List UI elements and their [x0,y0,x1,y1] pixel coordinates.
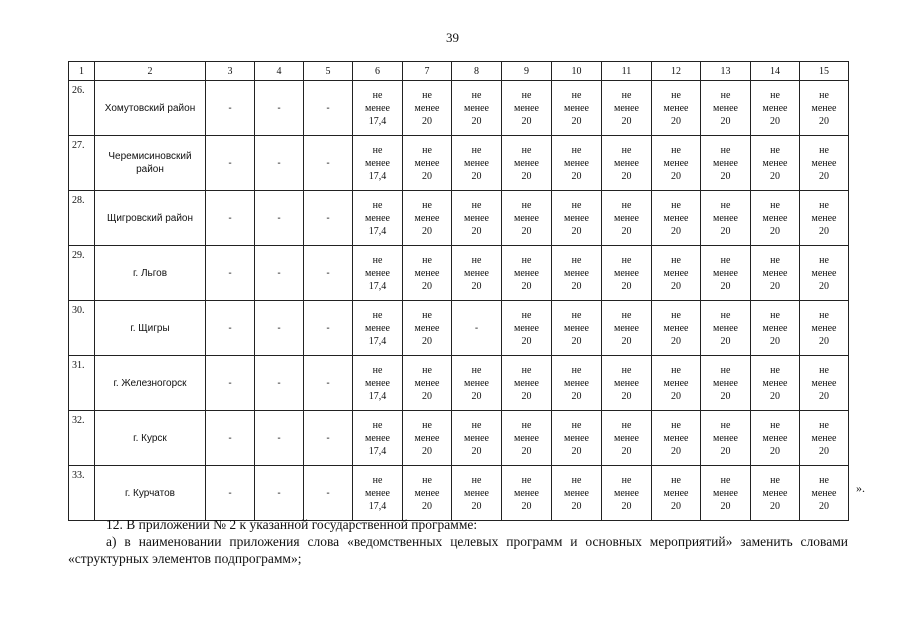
table-cell [751,466,800,521]
table-cell [652,191,701,246]
cell-value: не менее 20 [663,144,689,182]
table-cell [502,466,552,521]
cell-value: - [228,487,232,499]
table-cell [552,356,602,411]
header-cell: 5 [304,62,353,81]
cell-value: - [326,102,330,114]
table-cell [353,356,403,411]
table-cell [206,191,255,246]
cell-value: не менее 20 [614,364,639,402]
table-cell [652,466,701,521]
cell-value: не менее 20 [564,144,589,182]
row-number: 27. [69,136,95,191]
cell-value: не менее 20 [564,89,589,127]
cell-value: не менее 20 [614,474,639,512]
row-number: 26. [69,81,95,136]
table-cell [403,301,452,356]
table-cell [602,136,652,191]
table-cell [304,466,353,521]
cell-value: не менее 20 [414,89,440,127]
cell-value: не менее 20 [663,254,689,292]
cell-value: не менее 20 [564,309,589,347]
cell-value: не менее 20 [414,474,440,512]
row-number: 31. [69,356,95,411]
table-cell [800,81,849,136]
cell-value: не менее 20 [514,144,539,182]
cell-value: не менее 20 [811,199,837,237]
table-row [69,191,849,246]
table-cell [602,356,652,411]
table-cell [701,81,751,136]
row-district-name: г. Железногорск [95,356,206,411]
table-cell [701,356,751,411]
table-cell [304,136,353,191]
cell-value: не менее 20 [464,364,489,402]
cell-value: не менее 20 [811,309,837,347]
cell-value: не менее 20 [514,254,539,292]
cell-value: не менее 20 [464,254,489,292]
cell-value: - [277,322,281,334]
table-row [69,136,849,191]
cell-value: - [277,432,281,444]
table-cell [800,191,849,246]
header-cell: 4 [255,62,304,81]
table-cell [452,136,502,191]
table-cell [552,191,602,246]
header-cell: 2 [95,62,206,81]
table-cell [452,191,502,246]
cell-value: не менее 20 [762,364,788,402]
cell-value: - [326,157,330,169]
cell-value: не менее 20 [514,474,539,512]
row-district-name: Хомутовский район [95,81,206,136]
table-cell [452,466,502,521]
table-cell [800,466,849,521]
cell-value: не менее 20 [663,309,689,347]
cell-value: не менее 20 [713,199,738,237]
header-cell: 1 [69,62,95,81]
table-row [69,466,849,521]
table-cell [403,356,452,411]
page-number: 39 [446,30,459,45]
table-cell [452,411,502,466]
cell-value: - [277,267,281,279]
table-cell [304,246,353,301]
row-district-name: г. Курчатов [95,466,206,521]
cell-value: не менее 20 [464,199,489,237]
header-cell: 3 [206,62,255,81]
cell-value: не менее 17,4 [365,89,390,127]
row-number: 33. [69,466,95,521]
table-cell [452,246,502,301]
table-cell [602,411,652,466]
table-cell [206,81,255,136]
cell-value: не менее 20 [564,254,589,292]
table-cell [353,246,403,301]
cell-value: - [277,102,281,114]
table-cell [701,246,751,301]
header-cell: 10 [552,62,602,81]
table-cell [652,301,701,356]
cell-value: не менее 20 [663,419,689,457]
table-cell [353,466,403,521]
table-cell [602,81,652,136]
table-cell [403,136,452,191]
table-cell [403,81,452,136]
table-cell [502,191,552,246]
table-cell [602,466,652,521]
table-cell [403,411,452,466]
cell-value: не менее 20 [811,474,837,512]
table-cell [206,466,255,521]
cell-value: не менее 20 [564,199,589,237]
header-row [69,62,849,81]
table-cell [353,191,403,246]
cell-value: не менее 20 [414,254,440,292]
table-cell [652,81,701,136]
cell-value: не менее 20 [564,474,589,512]
table-row [69,81,849,136]
table-cell [701,191,751,246]
cell-value: не менее 20 [414,199,440,237]
cell-value: - [228,377,232,389]
paragraph-item-12: 12. В приложении № 2 к указанной государственной программе: [106,517,478,532]
header-cell: 11 [602,62,652,81]
cell-value: не менее 20 [464,419,489,457]
table-cell [652,411,701,466]
cell-value: не менее 20 [614,309,639,347]
cell-value: не менее 20 [811,89,837,127]
cell-value: не менее 20 [762,89,788,127]
cell-value: не менее 20 [762,474,788,512]
table-cell [452,301,502,356]
table-row [69,246,849,301]
table-cell [800,301,849,356]
row-district-name: Черемисиновский район [95,136,206,191]
table-cell [452,356,502,411]
table-row [69,411,849,466]
cell-value: - [228,212,232,224]
table-cell [304,411,353,466]
header-cell: 15 [800,62,849,81]
cell-value: не менее 20 [663,199,689,237]
cell-value: не менее 17,4 [365,144,390,182]
table-cell [552,466,602,521]
table-cell [304,191,353,246]
cell-value: не менее 20 [811,254,837,292]
cell-value: не менее 20 [762,199,788,237]
header-cell: 12 [652,62,701,81]
table-cell [353,301,403,356]
cell-value: не менее 20 [762,309,788,347]
header-cell: 6 [353,62,403,81]
table-cell [800,411,849,466]
header-cell: 9 [502,62,552,81]
table-cell [552,81,602,136]
table-cell [552,301,602,356]
table-cell [206,411,255,466]
row-number: 29. [69,246,95,301]
table-cell [255,136,304,191]
cell-value: не менее 20 [614,419,639,457]
cell-value: не менее 20 [811,144,837,182]
header-cell: 8 [452,62,502,81]
table-cell [652,136,701,191]
cell-value: не менее 20 [663,89,689,127]
cell-value: не менее 20 [811,419,837,457]
table-cell [304,81,353,136]
cell-value: не менее 17,4 [365,199,390,237]
table-cell [652,356,701,411]
table-cell [552,246,602,301]
table-cell [502,81,552,136]
table-cell [255,81,304,136]
cell-value: - [277,377,281,389]
cell-value: не менее 20 [514,309,539,347]
table-cell [255,191,304,246]
cell-value: не менее 20 [762,144,788,182]
table-cell [552,136,602,191]
table-body [69,81,849,521]
cell-value: не менее 20 [414,419,440,457]
table-cell [800,136,849,191]
cell-value: не менее 20 [663,364,689,402]
cell-value: не менее 17,4 [365,254,390,292]
table-cell [751,301,800,356]
table-cell [255,301,304,356]
cell-value: - [326,377,330,389]
table-cell [552,411,602,466]
row-number: 28. [69,191,95,246]
cell-value: - [228,322,232,334]
table-cell [751,81,800,136]
table-cell [502,301,552,356]
cell-value: не менее 20 [713,309,738,347]
row-district-name: г. Курск [95,411,206,466]
header-cell: 13 [701,62,751,81]
cell-value: не менее 20 [713,254,738,292]
table-cell [206,356,255,411]
cell-value: не менее 20 [514,199,539,237]
cell-value: не менее 20 [464,89,489,127]
cell-value: - [326,322,330,334]
table-cell [701,466,751,521]
cell-value: не менее 20 [414,309,440,347]
table-cell [206,136,255,191]
cell-value: - [326,432,330,444]
row-number: 32. [69,411,95,466]
table-row [69,301,849,356]
table-cell [353,136,403,191]
table-cell [403,246,452,301]
row-number: 30. [69,301,95,356]
row-district-name: г. Щигры [95,301,206,356]
cell-value: не менее 20 [811,364,837,402]
cell-value: не менее 20 [564,364,589,402]
cell-value: - [277,212,281,224]
paragraph-subitem-a: а) в наименовании приложения слова «ведомственных целевых программ и основных мероприятий» заменить словами «структурных элементов подпрограмм»; [68,534,848,566]
cell-value: не менее 20 [464,474,489,512]
row-district-name: г. Льгов [95,246,206,301]
cell-value: не менее 20 [713,419,738,457]
cell-value: не менее 20 [762,419,788,457]
table-cell [403,191,452,246]
table-cell [701,411,751,466]
table-cell [652,246,701,301]
cell-value: не менее 20 [713,144,738,182]
cell-value: - [228,102,232,114]
cell-value: - [228,432,232,444]
cell-value: не менее 20 [713,474,738,512]
cell-value: - [228,157,232,169]
cell-value: не менее 20 [762,254,788,292]
cell-value: - [474,322,479,334]
cell-value: не менее 20 [514,419,539,457]
cell-value: не менее 20 [414,144,440,182]
table-cell [751,246,800,301]
cell-value: не менее 20 [464,144,489,182]
table-cell [502,356,552,411]
cell-value: не менее 20 [614,254,639,292]
closing-quote: ». [856,481,865,495]
table-cell [602,191,652,246]
cell-value: не менее 20 [614,89,639,127]
header-cell: 14 [751,62,800,81]
table-cell [452,81,502,136]
data-table [68,61,849,521]
cell-value: не менее 20 [614,199,639,237]
table-cell [751,191,800,246]
cell-value: не менее 20 [514,89,539,127]
cell-value: не менее 20 [564,419,589,457]
cell-value: - [326,487,330,499]
table-cell [255,411,304,466]
table-cell [206,301,255,356]
cell-value: не менее 20 [713,364,738,402]
cell-value: не менее 20 [713,89,738,127]
table-cell [701,301,751,356]
cell-value: не менее 17,4 [365,309,390,347]
table-cell [255,246,304,301]
table-cell [502,136,552,191]
table-cell [502,411,552,466]
table-cell [502,246,552,301]
table-cell [800,356,849,411]
cell-value: - [326,267,330,279]
table-cell [255,356,304,411]
table-cell [751,356,800,411]
table-cell [701,136,751,191]
table-cell [751,411,800,466]
table-cell [751,136,800,191]
table-cell [403,466,452,521]
table-cell [800,246,849,301]
cell-value: не менее 20 [663,474,689,512]
cell-value: - [277,157,281,169]
table-cell [353,81,403,136]
cell-value: - [277,487,281,499]
cell-value: - [326,212,330,224]
table-cell [304,301,353,356]
cell-value: не менее 20 [514,364,539,402]
cell-value: не менее 17,4 [365,419,390,457]
row-district-name: Щигровский район [95,191,206,246]
table-row [69,356,849,411]
cell-value: не менее 17,4 [365,364,390,402]
table-cell [206,246,255,301]
table-cell [353,411,403,466]
header-cell: 7 [403,62,452,81]
cell-value: не менее 17,4 [365,474,390,512]
cell-value: - [228,267,232,279]
table-cell [602,301,652,356]
table-cell [602,246,652,301]
table-cell [255,466,304,521]
cell-value: не менее 20 [614,144,639,182]
cell-value: не менее 20 [414,364,440,402]
table-cell [304,356,353,411]
